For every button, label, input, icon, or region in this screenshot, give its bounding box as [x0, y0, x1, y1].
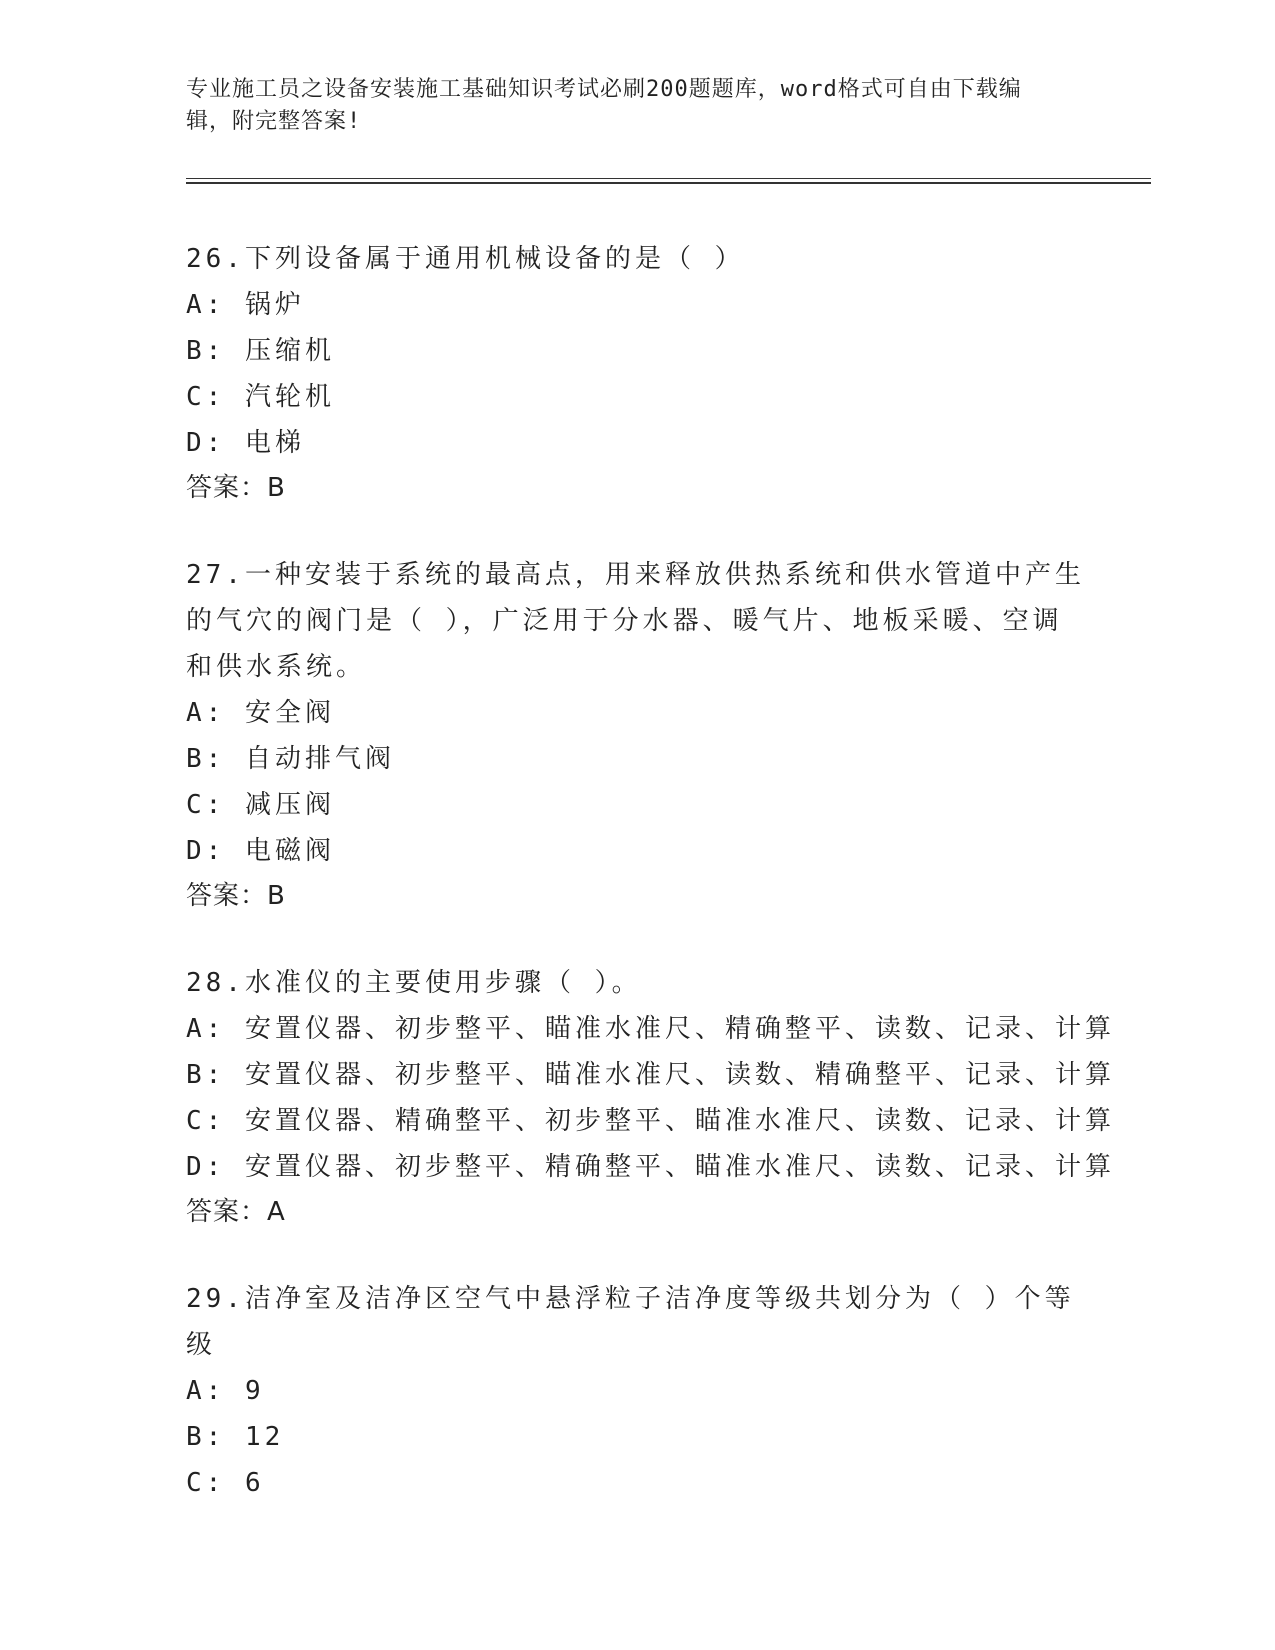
question-stem: 26.下列设备属于通用机械设备的是（ ）	[186, 244, 745, 274]
option-d: D: 电磁阀	[186, 836, 335, 866]
answer: 答案：B	[186, 473, 286, 503]
option-c: C: 6	[186, 1468, 265, 1498]
option-c: C: 安置仪器、精确整平、初步整平、瞄准水准尺、读数、记录、计算	[186, 1106, 1115, 1136]
option-a: A: 安全阀	[186, 698, 335, 728]
document-header	[186, 74, 1066, 138]
question-stem: 27.一种安装于系统的最高点，用来释放供热系统和供水管道中产生的气穴的阀门是（ ），广泛用于分水器、暖气片、地板采暖、空调和供水系统。	[186, 560, 1085, 682]
question-27	[186, 552, 1086, 918]
answer: 答案：B	[186, 881, 286, 911]
option-c: C: 汽轮机	[186, 382, 335, 412]
question-stem: 28.水准仪的主要使用步骤（ ）。	[186, 968, 642, 998]
option-b: B: 安置仪器、初步整平、瞄准水准尺、读数、精确整平、记录、计算	[186, 1060, 1115, 1090]
option-b: B: 自动排气阀	[186, 744, 395, 774]
question-29	[186, 1276, 1086, 1506]
header-divider-thick	[186, 182, 1151, 184]
option-a: A: 9	[186, 1376, 265, 1406]
answer: 答案：A	[186, 1197, 286, 1227]
option-a: A: 锅炉	[186, 290, 305, 320]
question-list	[186, 236, 1115, 1548]
option-b: B: 12	[186, 1422, 285, 1452]
option-a: A: 安置仪器、初步整平、瞄准水准尺、精确整平、读数、记录、计算	[186, 1014, 1115, 1044]
option-b: B: 压缩机	[186, 336, 335, 366]
question-stem: 29.洁净室及洁净区空气中悬浮粒子洁净度等级共划分为（ ）个等级	[186, 1284, 1075, 1360]
question-26	[186, 236, 1086, 510]
option-d: D: 安置仪器、初步整平、精确整平、瞄准水准尺、读数、记录、计算	[186, 1152, 1115, 1182]
option-c: C: 减压阀	[186, 790, 335, 820]
header-divider-thin	[186, 178, 1151, 179]
question-28	[186, 960, 1115, 1234]
document-title: 专业施工员之设备安装施工基础知识考试必刷200题题库，word格式可自由下载编辑，附完整答案!	[186, 77, 1022, 134]
option-d: D: 电梯	[186, 428, 305, 458]
